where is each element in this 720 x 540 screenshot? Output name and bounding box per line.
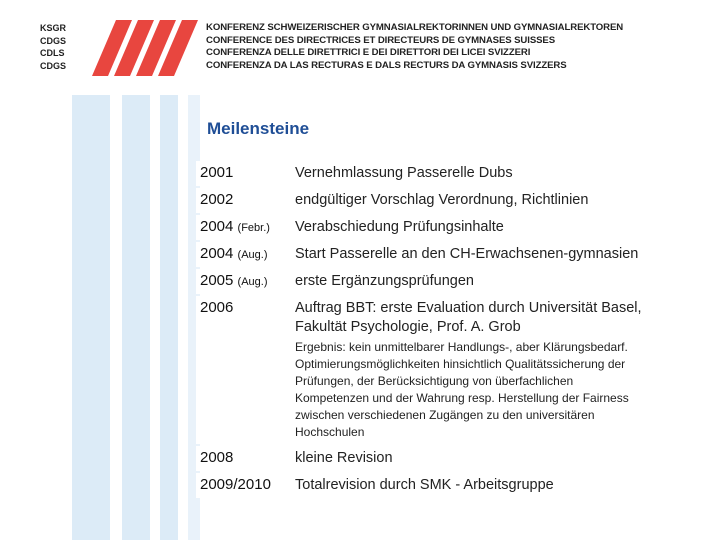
table-row bbox=[196, 242, 654, 267]
abbreviation: CDLS bbox=[40, 48, 65, 58]
table-row bbox=[196, 188, 654, 213]
year-qualifier: (Febr.) bbox=[237, 222, 270, 234]
decorative-stripe bbox=[122, 95, 150, 540]
year-cell bbox=[196, 161, 289, 186]
abbreviation: KSGR bbox=[40, 23, 67, 33]
abbreviation: CDGS bbox=[40, 60, 67, 71]
description-text: Auftrag BBT: erste Evaluation durch Universität Basel, Fakultät Psychologie, Prof. A. Grob bbox=[295, 300, 642, 335]
conference-names bbox=[206, 22, 623, 72]
table-row bbox=[196, 215, 654, 240]
description-cell: Totalrevision durch SMK - Arbeitsgruppe bbox=[291, 473, 654, 498]
table-row bbox=[196, 446, 654, 471]
year: 2001 bbox=[200, 164, 234, 181]
table-row bbox=[196, 269, 654, 294]
table-row bbox=[196, 161, 654, 186]
milestones-table bbox=[194, 159, 656, 500]
description-cell: Verabschiedung Prüfungsinhalte bbox=[291, 215, 654, 240]
year: 2004 bbox=[200, 218, 234, 235]
description-cell bbox=[291, 296, 654, 444]
year-qualifier: (Aug.) bbox=[237, 249, 268, 261]
year-cell bbox=[196, 269, 289, 294]
decorative-stripe bbox=[160, 95, 178, 540]
red-stripes-logo-icon bbox=[70, 14, 200, 80]
description-cell: kleine Revision bbox=[291, 446, 654, 471]
conference-name: KONFERENZ SCHWEIZERISCHER GYMNASIALREKTORINNEN UND GYMNASIALREKTOREN bbox=[206, 22, 624, 33]
year-cell bbox=[196, 188, 289, 213]
year: 2004 bbox=[200, 245, 234, 262]
year-cell bbox=[196, 473, 289, 498]
year: 2006 bbox=[200, 299, 234, 316]
table-row bbox=[196, 296, 654, 444]
conference-name: CONFERENCE DES DIRECTRICES ET DIRECTEURS DE GYMNASES SUISSES bbox=[206, 34, 556, 46]
year-cell bbox=[196, 215, 289, 240]
evaluation-result-note: Ergebnis: kein unmittelbarer Handlungs-, aber Klärungsbedarf. Optimierungsmöglichkeiten hinsichtlich Qualitätssicherung der Prüfungen, der Berücksichtigung von überfachlichen Kompetenzen und der Wahrung resp. Herstellung der Fairness zwischen verschiedenen Zugängen zu den universitären Hochschulen bbox=[295, 340, 629, 439]
decorative-stripe bbox=[72, 95, 110, 540]
year-cell bbox=[196, 242, 289, 267]
description-cell: erste Ergänzungsprüfungen bbox=[291, 269, 654, 294]
table-row bbox=[196, 473, 654, 498]
year-qualifier: (Aug.) bbox=[237, 276, 268, 288]
page-title: Meilensteine bbox=[207, 119, 310, 138]
description-cell: Start Passerelle an den CH-Erwachsenen-gymnasien bbox=[291, 242, 654, 267]
year: 2008 bbox=[200, 449, 234, 466]
abbreviation: CDGS bbox=[40, 35, 67, 46]
year: 2009/2010 bbox=[200, 476, 271, 493]
year: 2002 bbox=[200, 191, 234, 208]
description-cell: endgültiger Vorschlag Verordnung, Richtlinien bbox=[291, 188, 654, 213]
conference-name: CONFERENZA DA LAS RECTURAS E DALS RECTURS DA GYMNASIS SVIZZERS bbox=[206, 59, 567, 71]
year-cell bbox=[196, 446, 289, 471]
year: 2005 bbox=[200, 272, 234, 289]
description-cell: Vernehmlassung Passerelle Dubs bbox=[291, 161, 654, 186]
conference-name: CONFERENZA DELLE DIRETTRICI E DEI DIRETTORI DEI LICEI SVIZZERI bbox=[206, 47, 531, 58]
year-cell bbox=[196, 296, 289, 444]
